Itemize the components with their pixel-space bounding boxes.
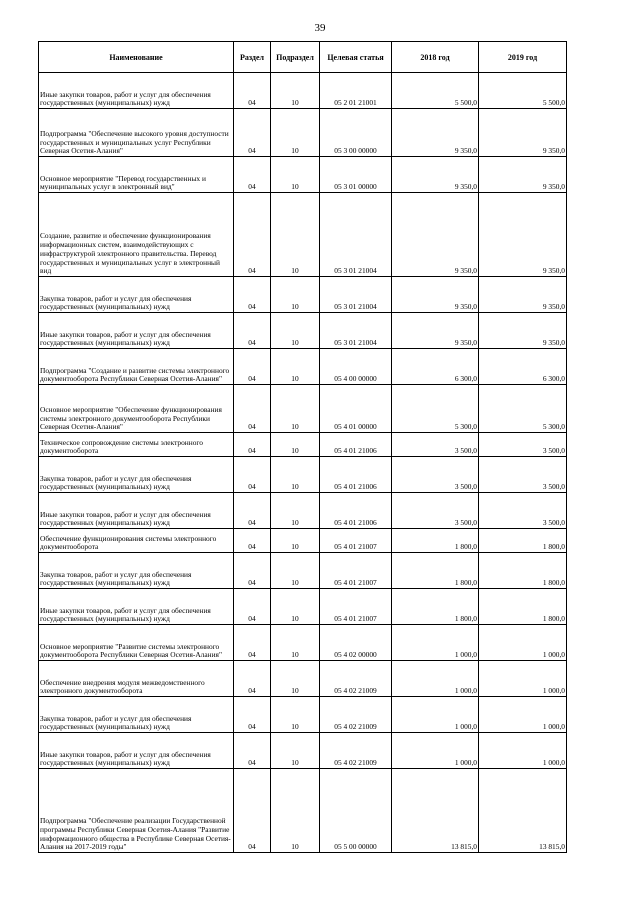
cell-section: 04 [234,277,271,313]
cell-2019: 1 800,0 [479,529,567,553]
cell-2019: 13 815,0 [479,769,567,853]
cell-2019: 5 500,0 [479,73,567,109]
cell-2018: 1 800,0 [392,553,479,589]
cell-2018: 9 350,0 [392,157,479,193]
column-header-subsection: Подраздел [271,42,320,73]
cell-target: 05 4 01 21007 [320,553,392,589]
cell-2018: 13 815,0 [392,769,479,853]
cell-section: 04 [234,313,271,349]
cell-section: 04 [234,157,271,193]
cell-target: 05 4 01 00000 [320,385,392,433]
cell-target: 05 4 02 21009 [320,697,392,733]
cell-name: Закупка товаров, работ и услуг для обеспечения государственных (муниципальных) нужд [39,553,234,589]
table-header-row [39,42,567,73]
column-header-2018: 2018 год [392,42,479,73]
table-row [39,529,567,553]
cell-2019: 3 500,0 [479,433,567,457]
cell-target: 05 4 01 21006 [320,433,392,457]
cell-subsection: 10 [271,277,320,313]
cell-2019: 9 350,0 [479,193,567,277]
cell-section: 04 [234,625,271,661]
cell-target: 05 3 01 00000 [320,157,392,193]
cell-section: 04 [234,73,271,109]
cell-2018: 1 000,0 [392,661,479,697]
table-row [39,733,567,769]
cell-section: 04 [234,385,271,433]
column-header-section: Раздел [234,42,271,73]
cell-2018: 1 000,0 [392,625,479,661]
cell-subsection: 10 [271,589,320,625]
cell-target: 05 2 01 21001 [320,73,392,109]
cell-section: 04 [234,697,271,733]
cell-2019: 9 350,0 [479,313,567,349]
cell-name: Подпрограмма "Обеспечение реализации Государственной программы Республики Северная Осетия-Алания "Развитие информационного общества в Республике Северная Осетия-Алания на 2017-2019 годы" [39,769,234,853]
cell-section: 04 [234,457,271,493]
cell-target: 05 5 00 00000 [320,769,392,853]
cell-subsection: 10 [271,769,320,853]
table-row [39,697,567,733]
cell-name: Иные закупки товаров, работ и услуг для обеспечения государственных (муниципальных) нужд [39,733,234,769]
cell-2018: 3 500,0 [392,457,479,493]
cell-2019: 1 800,0 [479,553,567,589]
cell-2019: 1 800,0 [479,589,567,625]
cell-subsection: 10 [271,109,320,157]
column-header-2019: 2019 год [479,42,567,73]
cell-2018: 1 000,0 [392,733,479,769]
cell-name: Основное мероприятие "Обеспечение функционирования системы электронного документооборота Республики Северная Осетия-Алания" [39,385,234,433]
cell-2018: 1 000,0 [392,697,479,733]
cell-target: 05 4 01 21007 [320,529,392,553]
cell-name: Иные закупки товаров, работ и услуг для обеспечения государственных (муниципальных) нужд [39,493,234,529]
cell-2019: 1 000,0 [479,625,567,661]
cell-2018: 1 800,0 [392,589,479,625]
cell-subsection: 10 [271,433,320,457]
table-row [39,313,567,349]
cell-2019: 1 000,0 [479,733,567,769]
cell-section: 04 [234,349,271,385]
cell-name: Подпрограмма "Создание и развитие системы электронного документооборота Республики Северная Осетия-Алания" [39,349,234,385]
cell-subsection: 10 [271,157,320,193]
cell-target: 05 4 01 21007 [320,589,392,625]
cell-subsection: 10 [271,349,320,385]
cell-section: 04 [234,769,271,853]
cell-subsection: 10 [271,313,320,349]
cell-section: 04 [234,529,271,553]
cell-2018: 3 500,0 [392,433,479,457]
cell-2019: 1 000,0 [479,697,567,733]
cell-target: 05 4 02 21009 [320,733,392,769]
cell-section: 04 [234,733,271,769]
table-row [39,493,567,529]
cell-name: Обеспечение внедрения модуля межведомственного электронного документооборота [39,661,234,697]
cell-2018: 3 500,0 [392,493,479,529]
cell-target: 05 3 01 21004 [320,193,392,277]
cell-target: 05 4 00 00000 [320,349,392,385]
cell-subsection: 10 [271,529,320,553]
table-row [39,193,567,277]
cell-section: 04 [234,589,271,625]
table-row [39,553,567,589]
cell-2018: 9 350,0 [392,193,479,277]
cell-name: Иные закупки товаров, работ и услуг для обеспечения государственных (муниципальных) нужд [39,73,234,109]
cell-subsection: 10 [271,733,320,769]
table-row [39,385,567,433]
table-row [39,73,567,109]
cell-2019: 3 500,0 [479,457,567,493]
cell-2019: 9 350,0 [479,277,567,313]
table-row [39,157,567,193]
cell-section: 04 [234,193,271,277]
cell-section: 04 [234,553,271,589]
table-row [39,277,567,313]
cell-target: 05 4 02 21009 [320,661,392,697]
table-row [39,109,567,157]
cell-name: Иные закупки товаров, работ и услуг для обеспечения государственных (муниципальных) нужд [39,589,234,625]
cell-name: Закупка товаров, работ и услуг для обеспечения государственных (муниципальных) нужд [39,457,234,493]
cell-subsection: 10 [271,385,320,433]
cell-2019: 6 300,0 [479,349,567,385]
cell-2018: 9 350,0 [392,313,479,349]
cell-name: Закупка товаров, работ и услуг для обеспечения государственных (муниципальных) нужд [39,277,234,313]
table-row [39,625,567,661]
cell-subsection: 10 [271,493,320,529]
cell-section: 04 [234,661,271,697]
cell-name: Основное мероприятие "Развитие системы электронного документооборота Республики Северная Осетия-Алания" [39,625,234,661]
cell-name: Основное мероприятие "Перевод государственных и муниципальных услуг в электронный вид" [39,157,234,193]
cell-2019: 1 000,0 [479,661,567,697]
cell-name: Техническое сопровождение системы электронного документооборота [39,433,234,457]
cell-2019: 3 500,0 [479,493,567,529]
column-header-name: Наименование [39,42,234,73]
table-row [39,433,567,457]
cell-target: 05 3 01 21004 [320,313,392,349]
cell-name: Подпрограмма "Обеспечение высокого уровня доступности государственных и муниципальных услуг Республики Северная Осетия-Алания" [39,109,234,157]
column-header-target: Целевая статья [320,42,392,73]
cell-section: 04 [234,493,271,529]
cell-2019: 5 300,0 [479,385,567,433]
table-row [39,769,567,853]
cell-section: 04 [234,109,271,157]
cell-subsection: 10 [271,625,320,661]
table-row [39,349,567,385]
cell-name: Создание, развитие и обеспечение функционирования информационных систем, взаимодействующих с инфраструктурой электронного правительства. Перевод государственных и муниципальных услуг в электронный вид [39,193,234,277]
cell-subsection: 10 [271,661,320,697]
cell-subsection: 10 [271,73,320,109]
cell-target: 05 4 02 00000 [320,625,392,661]
cell-2018: 9 350,0 [392,277,479,313]
table-row [39,661,567,697]
cell-subsection: 10 [271,193,320,277]
cell-section: 04 [234,433,271,457]
cell-target: 05 4 01 21006 [320,457,392,493]
cell-name: Иные закупки товаров, работ и услуг для обеспечения государственных (муниципальных) нужд [39,313,234,349]
cell-2018: 1 800,0 [392,529,479,553]
cell-2019: 9 350,0 [479,109,567,157]
cell-2018: 6 300,0 [392,349,479,385]
cell-2018: 9 350,0 [392,109,479,157]
cell-target: 05 4 01 21006 [320,493,392,529]
cell-subsection: 10 [271,697,320,733]
cell-name: Закупка товаров, работ и услуг для обеспечения государственных (муниципальных) нужд [39,697,234,733]
cell-2018: 5 300,0 [392,385,479,433]
cell-name: Обеспечение функционирования системы электронного документооборота [39,529,234,553]
cell-2019: 9 350,0 [479,157,567,193]
cell-2018: 5 500,0 [392,73,479,109]
cell-subsection: 10 [271,553,320,589]
budget-table [38,41,567,853]
cell-target: 05 3 01 21004 [320,277,392,313]
cell-target: 05 3 00 00000 [320,109,392,157]
table-row [39,589,567,625]
page-number: 39 [314,22,326,34]
cell-subsection: 10 [271,457,320,493]
table-row [39,457,567,493]
